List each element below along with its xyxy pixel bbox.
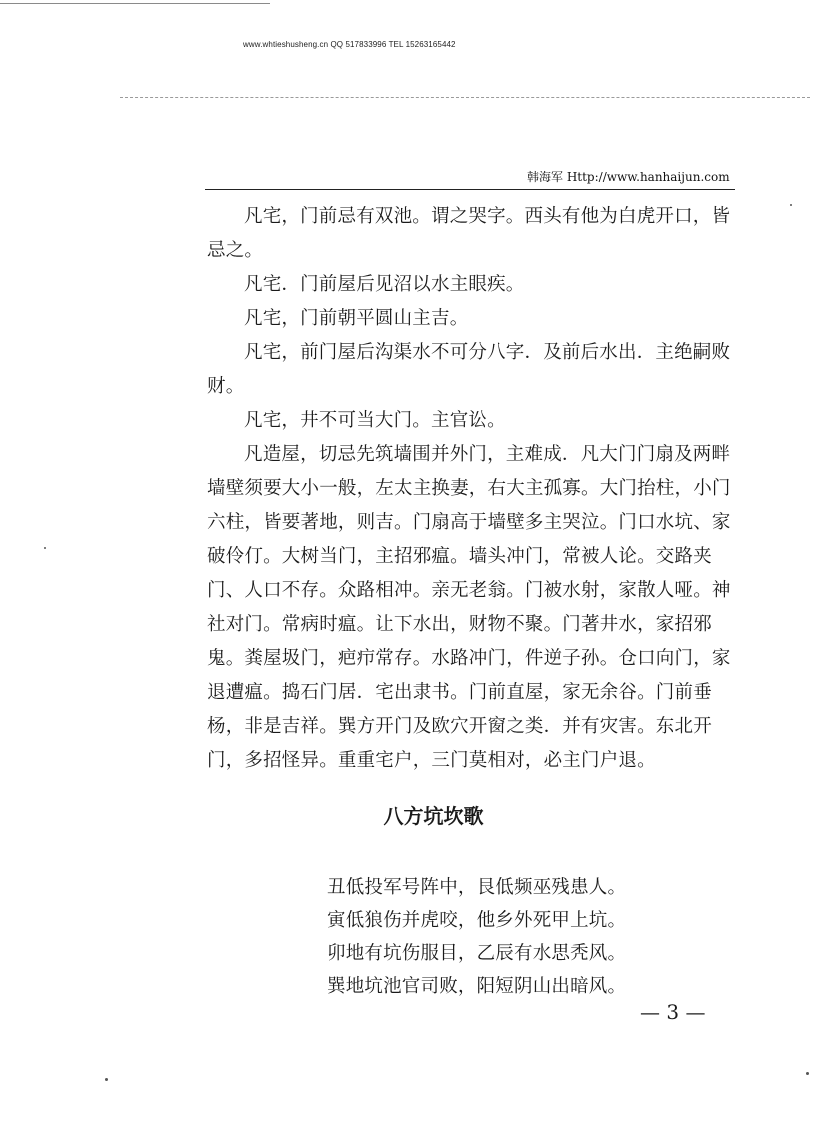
paragraph-3: 凡宅，门前朝平圆山主吉。	[244, 308, 469, 329]
running-header: 韩海军 Http://www.hanhaijun.com	[527, 170, 730, 184]
scan-watermark: www.whtieshusheng.cn QQ 517833996 TEL 15263165442	[243, 40, 456, 49]
paragraph-6: 凡造屋，切忌先筑墙围并外门，主难成．凡大门门扇及两畔墙壁须要大小一般，左太主换妻，右大主孤寡。大门抬柱，小门六柱，皆要著地，则吉。门扇高于墙壁多主哭泣。门口水坑、家破伶仃。大树当门，主招邪瘟。墙头冲门，常被人论。交路夹门、人口不存。众路相冲。亲无老翁。门被水射，家散人哑。神社对门。常病时瘟。让下水出，财物不聚。门著井水，家招邪鬼。粪屋圾门，疤疖常存。水路冲门，件逆子孙。仓口向门，家退遭瘟。捣石门居．宅出隶书。门前直屋，家无余谷。门前垂杨，非是吉祥。巽方开门及欧穴开窗之类．并有灾害。东北开门，多招怪异。重重宅户，三门莫相对，必主门户退。	[207, 444, 731, 771]
poem-line-1: 丑低投军号阵中，艮低频巫残患人。	[327, 877, 627, 898]
scan-speck	[105, 1078, 108, 1081]
paragraph-5: 凡宅，井不可当大门。主官讼。	[244, 410, 506, 431]
scan-speck	[806, 1072, 809, 1075]
scan-speck	[44, 547, 46, 549]
scan-edge-line	[0, 3, 270, 4]
paragraph-1: 凡宅，门前忌有双池。谓之哭字。西头有他为白虎开口，皆忌之。	[207, 206, 731, 261]
poem-line-3: 卯地有坑伤服目，乙辰有水思秃风。	[327, 943, 627, 964]
header-rule	[205, 189, 735, 190]
paragraph-4: 凡宅，前门屋后沟渠水不可分八字．及前后水出．主绝嗣败财。	[207, 342, 731, 397]
poem-line-4: 巽地坑池官司败，阳短阴山出暗风。	[327, 976, 627, 997]
section-title: 八方坑坎歌	[383, 804, 484, 828]
paragraph-2: 凡宅．门前屋后见沼以水主眼疾。	[244, 274, 525, 295]
page-number: — 3 —	[640, 1000, 706, 1024]
scan-speck	[790, 204, 792, 206]
scan-dashed-divider	[120, 97, 810, 98]
poem-line-2: 寅低狼伤并虎咬，他乡外死甲上坑。	[327, 910, 627, 931]
